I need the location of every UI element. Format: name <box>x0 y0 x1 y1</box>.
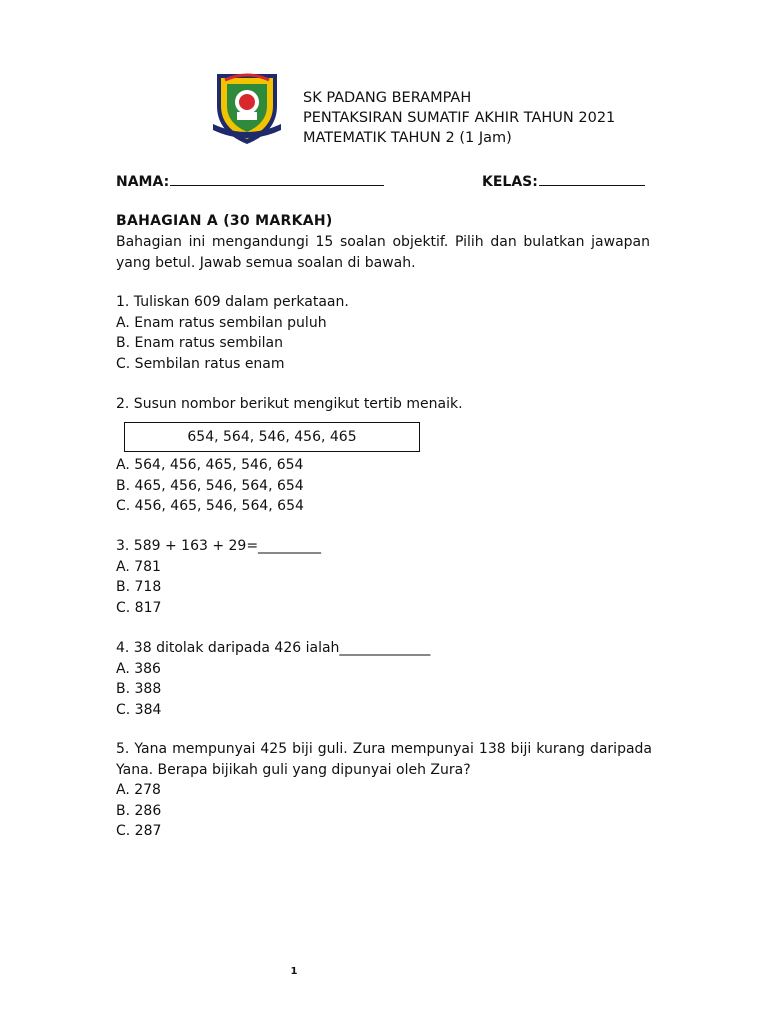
student-fields <box>116 172 656 192</box>
option-b[interactable]: B. 388 <box>116 681 162 697</box>
page-number: 1 <box>290 966 298 977</box>
school-crest-icon <box>207 68 287 148</box>
option-a[interactable]: A. 564, 456, 465, 546, 654 <box>116 457 304 473</box>
question-text: 2. Susun nombor berikut mengikut tertib menaik. <box>116 396 463 412</box>
section-instructions: Bahagian ini mengandungi 15 soalan objektif. Pilih dan bulatkan jawapan yang betul. Jawab semua soalan di bawah. <box>116 234 650 271</box>
section-title: BAHAGIAN A (30 MARKAH) <box>116 213 333 229</box>
class-field[interactable] <box>482 172 645 190</box>
question-text: 3. 589 + 163 + 29=_________ <box>116 538 322 554</box>
option-c[interactable]: C. 817 <box>116 599 162 616</box>
class-label: KELAS: <box>482 174 538 190</box>
option-a[interactable]: A. 781 <box>116 558 161 575</box>
option-b[interactable]: B. 718 <box>116 579 162 595</box>
question-2 <box>116 394 463 415</box>
question-1 <box>116 292 349 374</box>
name-blank[interactable] <box>170 172 384 186</box>
school-name: SK PADANG BERAMPAH <box>303 90 472 106</box>
class-blank[interactable] <box>539 172 645 186</box>
subject-title: MATEMATIK TAHUN 2 (1 Jam) <box>303 130 512 146</box>
question-3 <box>116 536 321 618</box>
option-c[interactable]: C. Sembilan ratus enam <box>116 355 285 372</box>
question-text: 1. Tuliskan 609 dalam perkataan. <box>116 294 349 310</box>
question-text: 4. 38 ditolak daripada 426 ialah_____________ <box>116 640 431 656</box>
question-5 <box>116 739 652 842</box>
option-a[interactable]: A. 386 <box>116 660 161 677</box>
option-c[interactable]: C. 456, 465, 546, 564, 654 <box>116 498 304 514</box>
option-c[interactable]: C. 384 <box>116 701 162 718</box>
option-a[interactable]: A. 278 <box>116 782 161 798</box>
question-text: 5. Yana mempunyai 425 biji guli. Zura mempunyai 138 biji kurang daripada Yana. Berapa bijikah guli yang dipunyai oleh Zura? <box>116 741 652 778</box>
name-label: NAMA: <box>116 174 170 190</box>
school-header <box>303 88 615 148</box>
name-field[interactable] <box>116 172 384 190</box>
option-b[interactable]: B. 465, 456, 546, 564, 654 <box>116 477 304 494</box>
number-box: 654, 564, 546, 456, 465 <box>124 422 420 452</box>
option-a[interactable]: A. Enam ratus sembilan puluh <box>116 314 327 331</box>
exam-title: PENTAKSIRAN SUMATIF AKHIR TAHUN 2021 <box>303 110 616 126</box>
option-b[interactable]: B. Enam ratus sembilan <box>116 335 283 351</box>
option-b[interactable]: B. 286 <box>116 802 162 819</box>
question-4 <box>116 638 430 720</box>
question-2-options <box>116 455 304 517</box>
option-c[interactable]: C. 287 <box>116 823 162 839</box>
